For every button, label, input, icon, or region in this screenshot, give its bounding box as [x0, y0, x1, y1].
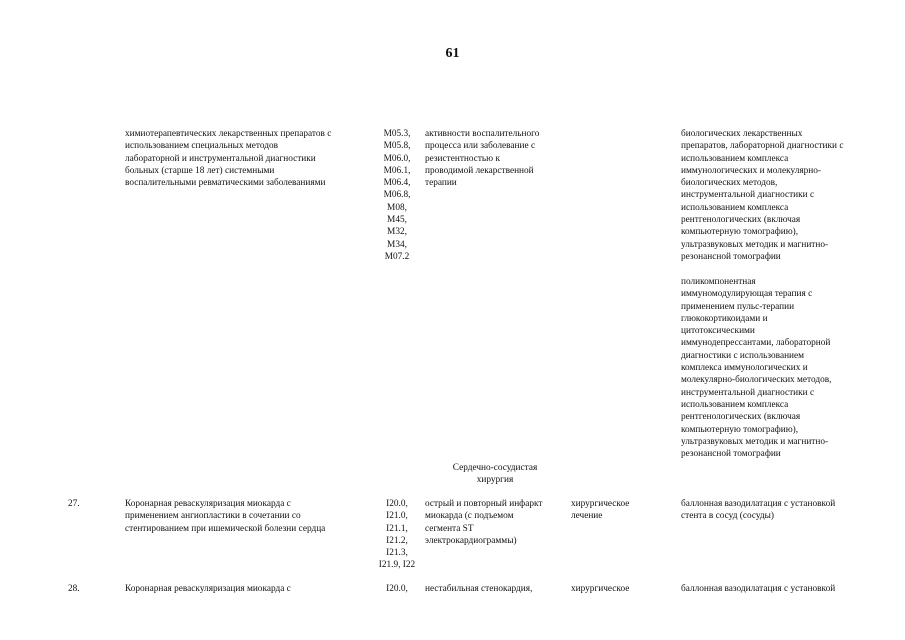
row-28-treatment-type: хирургическое: [571, 584, 630, 594]
continuation-model: активности воспалительного процесса или заболевание с резистентностью к проводимой лекарственной терапии: [425, 129, 540, 189]
continuation-codes: M05.3, M05.8, M06.0, M06.1, M06.4, M06.8, M08, M45, M32, M34, M07.2: [383, 129, 411, 262]
continuation-method-1: биологических лекарственных препаратов, лабораторной диагностики с использованием комплекса иммунологических и молекулярно- биологических методов, инструментальной диагностики с использованием комплекса рентгенологических (включая компьютерную томографию), ультразвуковых методик и магнитно- резонансной томографии: [681, 129, 844, 262]
row-28-model: нестабильная стенокардия,: [425, 584, 533, 594]
row-27-number: 27.: [68, 499, 80, 509]
page-number: 61: [445, 46, 460, 61]
continuation-name: химиотерапевтических лекарственных препаратов с использованием специальных методов лабораторной и инструментальной диагностики больных (старше 18 лет) системными воспалительными ревматическими заболеваниями: [125, 129, 332, 189]
continuation-method-2: поликомпонентная иммуномодулирующая терапия с применением пульс-терапии глюкокортикоидами и цитотоксическими иммунодепрессантами, лабораторной диагностики с использованием комплекса иммунологических и молекулярно-биологических методов, инструментальной диагностики с использованием комплекса рентгенологических (включая компьютерную томографию), ультразвуковых методик и магнитно- резонансной томографии: [681, 277, 832, 460]
row-28-number: 28.: [68, 584, 80, 594]
section-title: Сердечно-сосудистая хирургия: [452, 463, 538, 486]
row-27-method: баллонная вазодилатация с установкой стента в сосуд (сосуды): [681, 499, 836, 522]
row-27-name: Коронарная реваскуляризация миокарда с применением ангиопластики в сочетании со стентированием при ишемической болезни сердца: [125, 499, 326, 534]
row-27-model: острый и повторный инфаркт миокарда (с подъемом сегмента ST электрокардиограммы): [425, 499, 543, 546]
row-28-codes: I20.0,: [386, 584, 408, 594]
row-27-codes: I20.0, I21.0, I21.1, I21.2, I21.3, I21.9, I22: [378, 499, 416, 571]
row-27-treatment-type: хирургическое лечение: [571, 499, 630, 522]
row-28-name: Коронарная реваскуляризация миокарда с: [125, 584, 291, 594]
row-28-method: баллонная вазодилатация с установкой: [681, 584, 836, 594]
